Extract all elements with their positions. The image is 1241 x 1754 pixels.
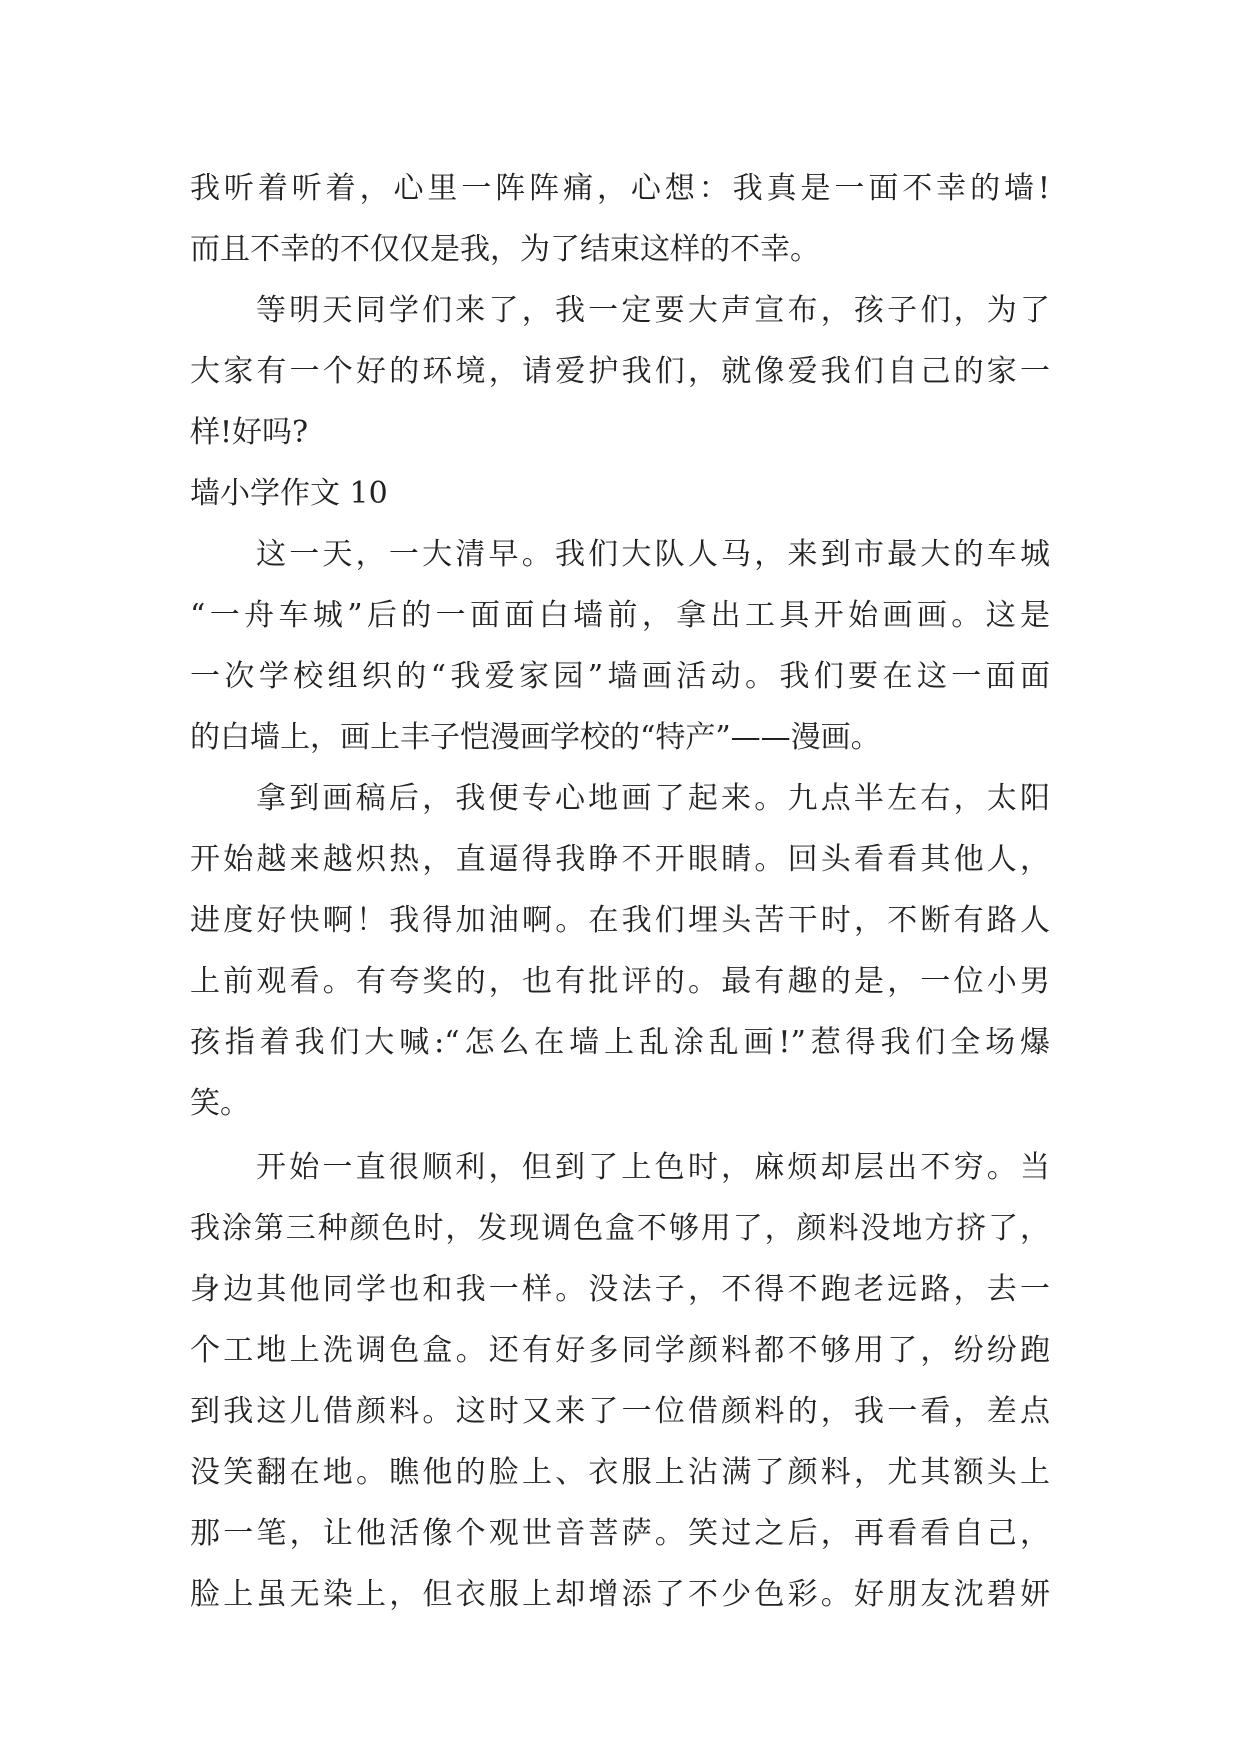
text-line: 进度好快啊！我得加油啊。在我们埋头苦干时，不断有路人	[190, 903, 1050, 938]
text-line: 上前观看。有夸奖的，也有批评的。最有趣的是，一位小男	[190, 964, 1050, 999]
text-line: 开始越来越炽热，直逼得我睁不开眼睛。回头看看其他人，	[190, 842, 1050, 877]
text-line: 个工地上洗调色盒。还有好多同学颜料都不够用了，纷纷跑	[190, 1333, 1050, 1368]
text-line: 这一天，一大清早。我们大队人马，来到市最大的车城	[256, 537, 1050, 572]
text-line: “一舟车城”后的一面面白墙前，拿出工具开始画画。这是	[190, 598, 1050, 633]
text-line: 我听着听着，心里一阵阵痛，心想：我真是一面不幸的墙!	[190, 171, 1050, 206]
text-line: 样!好吗?	[190, 415, 309, 450]
text-line: 笑。	[190, 1086, 250, 1121]
text-line: 脸上虽无染上，但衣服上却增添了不少色彩。好朋友沈碧妍	[190, 1577, 1050, 1612]
text-line: 到我这儿借颜料。这时又来了一位借颜料的，我一看，差点	[190, 1394, 1050, 1429]
document-body	[190, 158, 1050, 1625]
text-line: 孩指着我们大喊:“怎么在墙上乱涂乱画!”惹得我们全场爆	[190, 1025, 1050, 1060]
text-line: 的白墙上，画上丰子恺漫画学校的“特产”——漫画。	[190, 720, 881, 755]
text-line: 身边其他同学也和我一样。没法子，不得不跑老远路，去一	[190, 1272, 1050, 1307]
text-line: 等明天同学们来了，我一定要大声宣布，孩子们，为了	[256, 293, 1050, 328]
text-line: 我涂第三种颜色时，发现调色盒不够用了，颜料没地方挤了，	[190, 1211, 1050, 1246]
section-heading: 墙小学作文 10	[190, 476, 388, 511]
text-line: 而且不幸的不仅仅是我，为了结束这样的不幸。	[190, 232, 820, 267]
text-line: 大家有一个好的环境，请爱护我们，就像爱我们自己的家一	[190, 354, 1050, 389]
text-line: 开始一直很顺利，但到了上色时，麻烦却层出不穷。当	[256, 1150, 1050, 1185]
text-line: 没笑翻在地。瞧他的脸上、衣服上沾满了颜料，尤其额头上	[190, 1455, 1050, 1490]
text-line: 一次学校组织的“我爱家园”墙画活动。我们要在这一面面	[190, 659, 1050, 694]
text-line: 拿到画稿后，我便专心地画了起来。九点半左右，太阳	[256, 781, 1050, 816]
text-line: 那一笔，让他活像个观世音菩萨。笑过之后，再看看自己，	[190, 1516, 1050, 1551]
